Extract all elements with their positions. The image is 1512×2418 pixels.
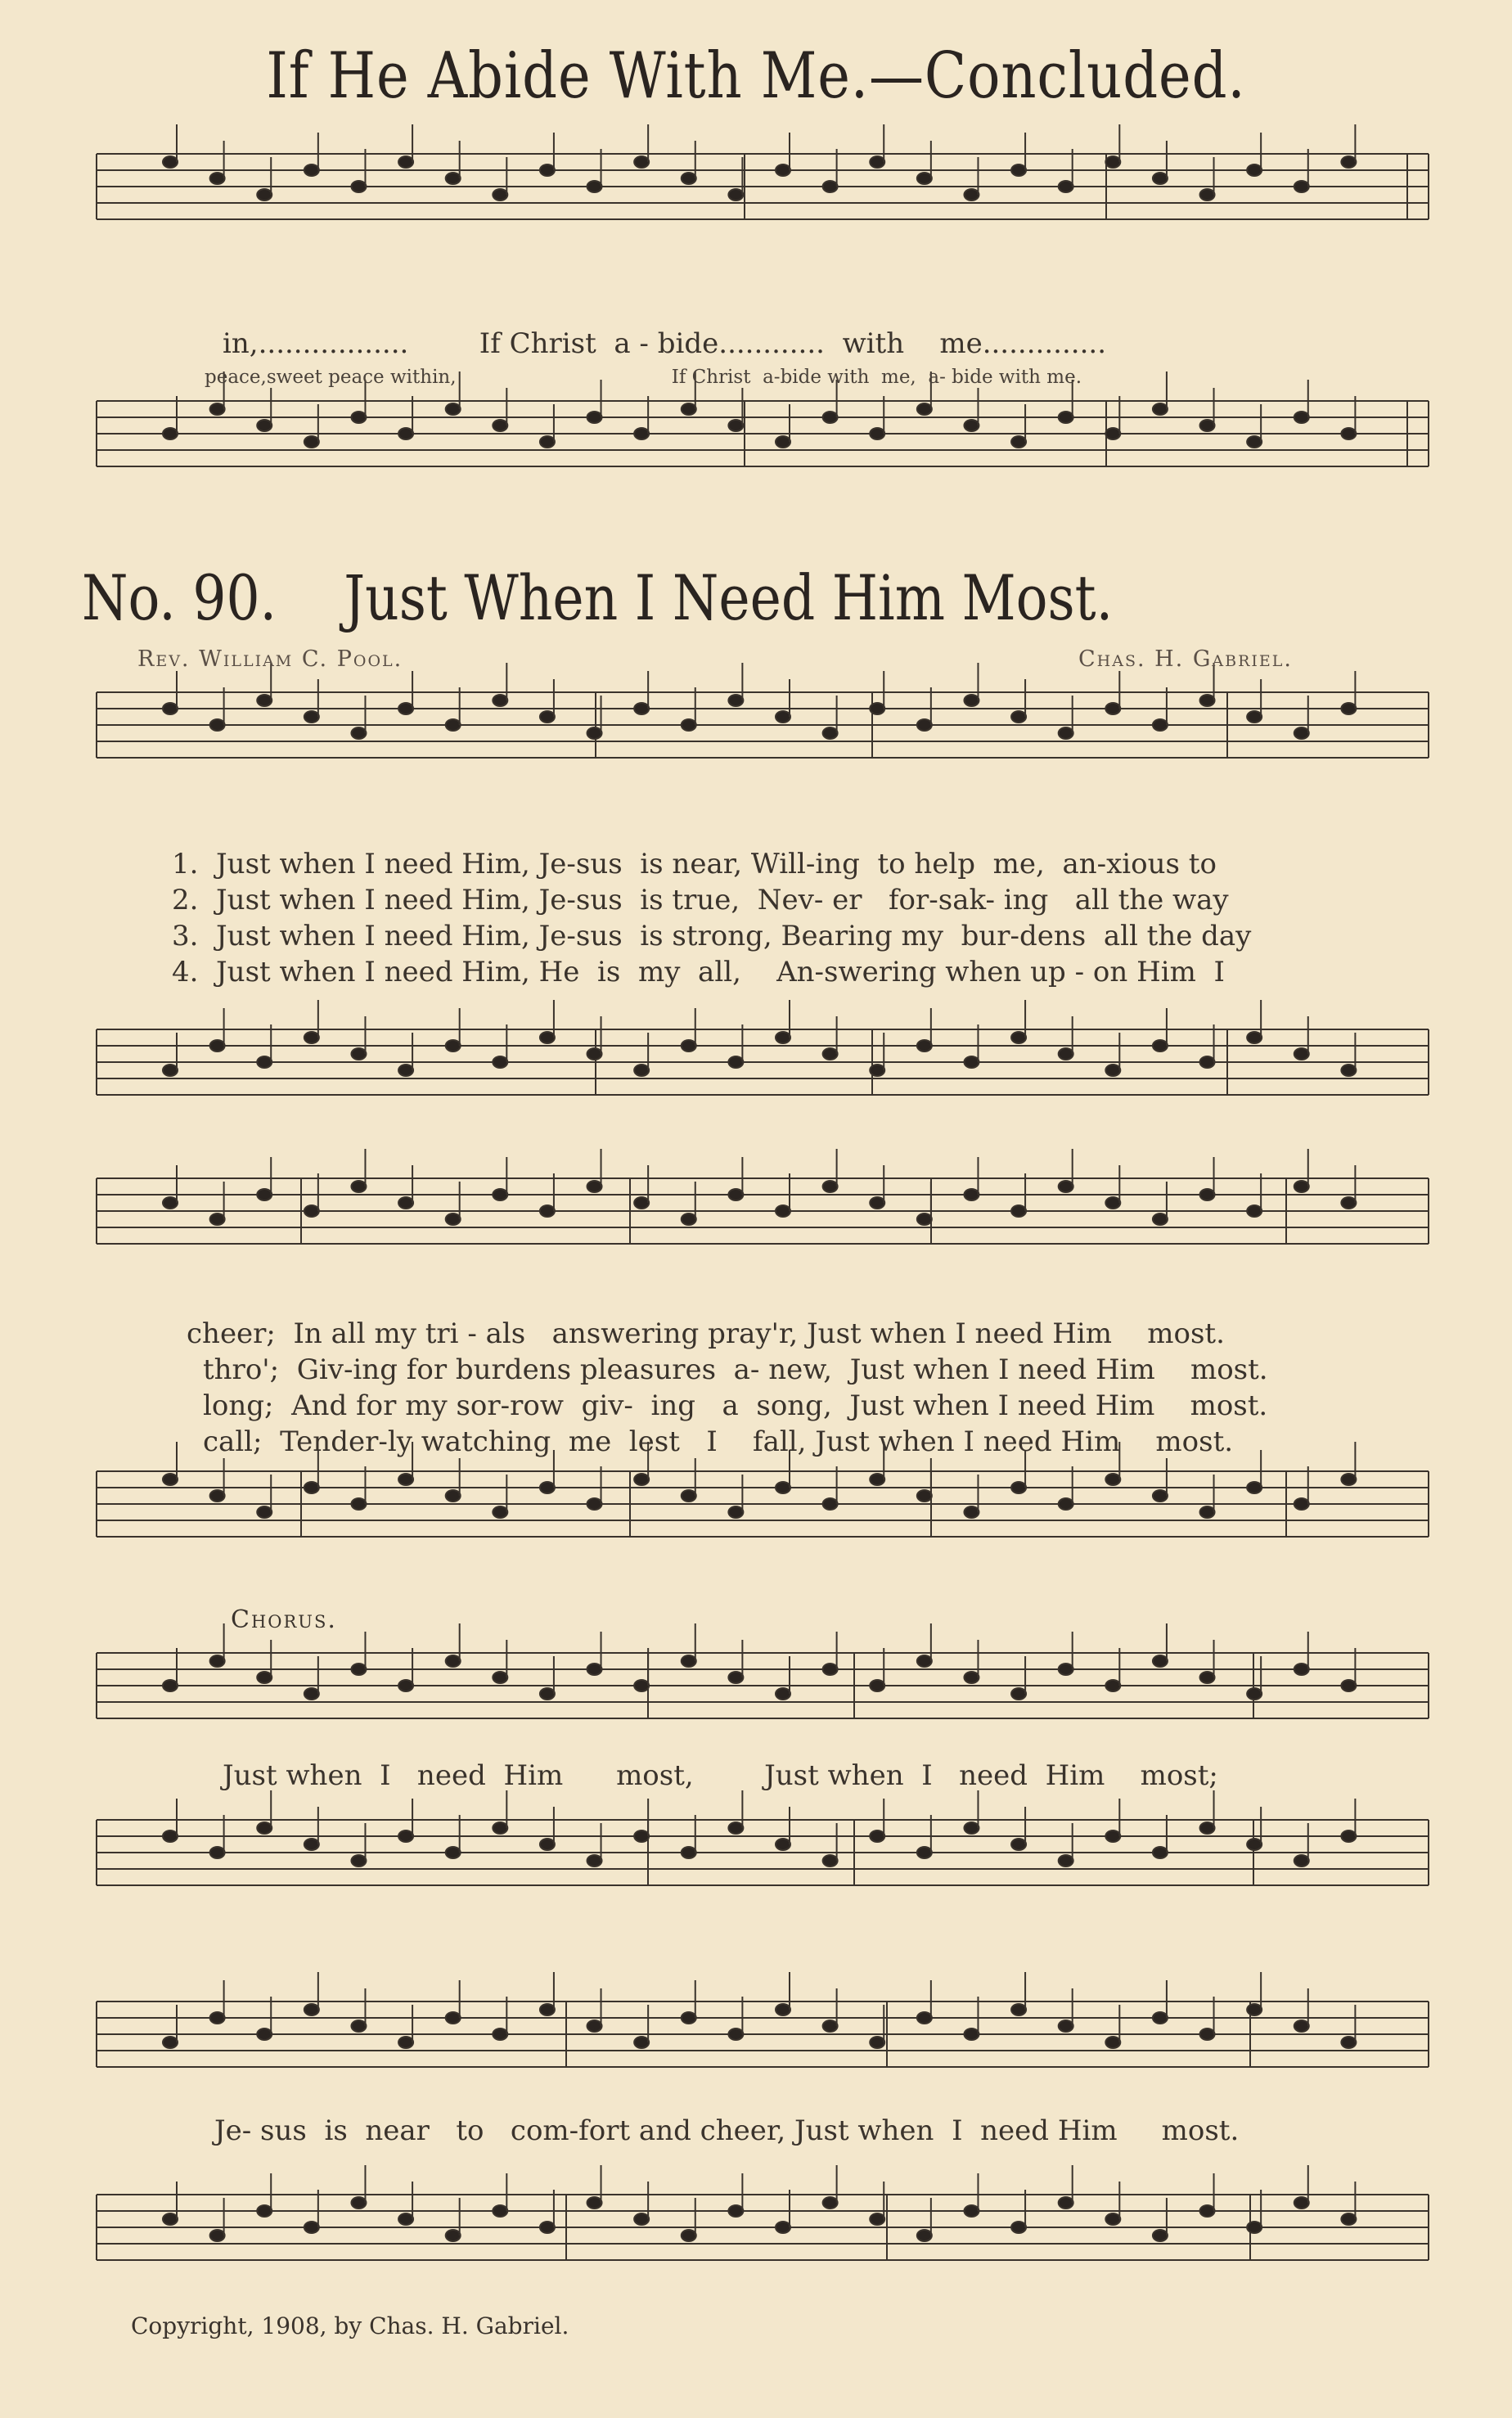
note-head [823, 1855, 838, 1866]
note-head [823, 412, 838, 423]
note-head [1200, 1506, 1215, 1518]
note-head [257, 189, 272, 200]
note-head [493, 2029, 507, 2040]
note-head [1011, 1482, 1026, 1493]
note-head [776, 1032, 790, 1043]
note-head [964, 1822, 979, 1834]
note-head [728, 1056, 743, 1068]
note-head [587, 1855, 602, 1866]
note-head [682, 1490, 696, 1502]
note-head [304, 1032, 319, 1043]
verse-cont-line-1: cheer; In all my tri - als answering pray'r, Just when I need Him most. [187, 1317, 1225, 1350]
note-head [1341, 2213, 1356, 2225]
note-head [776, 1839, 790, 1850]
note-head [964, 420, 979, 431]
note-head [917, 1847, 932, 1858]
note-head [304, 1482, 319, 1493]
note-head [1341, 1065, 1356, 1076]
note-head [163, 2037, 178, 2048]
note-head [1059, 181, 1073, 192]
page-title: If He Abide With Me.—Concluded. [266, 39, 1246, 113]
note-head [1341, 2037, 1356, 2048]
note-head [540, 711, 555, 723]
note-head [1341, 1830, 1356, 1842]
note-head [1200, 2029, 1215, 2040]
note-head [587, 1498, 602, 1510]
note-head [1341, 1197, 1356, 1209]
note-head [351, 1181, 366, 1192]
note-head [776, 1205, 790, 1217]
note-head [540, 2222, 555, 2233]
note-head [1105, 1197, 1120, 1209]
note-head [1247, 436, 1262, 448]
note-head [917, 403, 932, 415]
note-head [634, 1065, 649, 1076]
note-head [163, 1197, 178, 1209]
note-head [728, 2029, 743, 2040]
note-head [1247, 1839, 1262, 1850]
note-head [1153, 403, 1168, 415]
note-head [1059, 1855, 1073, 1866]
note-head [1105, 2213, 1120, 2225]
note-head [163, 156, 178, 168]
note-head [257, 1189, 272, 1200]
note-head [351, 412, 366, 423]
note-head [823, 1664, 838, 1675]
note-head [587, 412, 602, 423]
note-head [728, 1189, 743, 1200]
note-head [1200, 695, 1215, 706]
note-head [870, 1830, 884, 1842]
note-head [257, 420, 272, 431]
note-head [587, 727, 602, 739]
note-head [587, 1048, 602, 1060]
note-head [446, 403, 461, 415]
note-head [1200, 420, 1215, 431]
note-head [351, 1498, 366, 1510]
note-head [1105, 1065, 1120, 1076]
note-head [540, 1032, 555, 1043]
note-head [304, 2004, 319, 2015]
note-head [682, 719, 696, 731]
note-head [1294, 1855, 1309, 1866]
note-head [728, 695, 743, 706]
note-head [870, 1680, 884, 1691]
note-head [398, 703, 413, 714]
note-head [1011, 436, 1026, 448]
note-head [1200, 1056, 1215, 1068]
note-head [728, 1672, 743, 1683]
note-head [1294, 727, 1309, 739]
note-head [728, 2205, 743, 2217]
note-head [493, 1506, 507, 1518]
note-head [398, 1474, 413, 1485]
note-head [964, 189, 979, 200]
note-head [1247, 1032, 1262, 1043]
note-head [398, 1680, 413, 1691]
note-head [964, 1056, 979, 1068]
note-head [304, 1688, 319, 1700]
note-head [210, 403, 225, 415]
note-head [210, 1847, 225, 1858]
note-head [870, 1474, 884, 1485]
note-head [351, 1664, 366, 1675]
note-head [1011, 1205, 1026, 1217]
note-head [1105, 1680, 1120, 1691]
note-head [917, 1655, 932, 1667]
note-head [1294, 412, 1309, 423]
concluded-lyric-line: in,................. If Christ a - bide............ with me.............. [223, 327, 1106, 360]
note-head [682, 1040, 696, 1051]
verse-line-1: 1. Just when I need Him, Je-sus is near, Will-ing to help me, an-xious to [172, 848, 1217, 880]
verse-cont-line-3: long; And for my sor-row giv- ing a song, Just when I need Him most. [203, 1389, 1268, 1422]
note-head [398, 1197, 413, 1209]
note-head [1247, 711, 1262, 723]
concluded-lyric-subline: peace,sweet peace within, If Christ a-bide with me, a- bide with me. [205, 367, 1082, 388]
note-head [634, 1197, 649, 1209]
note-head [1011, 2222, 1026, 2233]
note-head [682, 1655, 696, 1667]
note-head [1105, 703, 1120, 714]
note-head [540, 2004, 555, 2015]
note-head [776, 711, 790, 723]
note-head [257, 1056, 272, 1068]
note-head [728, 420, 743, 431]
note-head [210, 2230, 225, 2241]
note-head [1105, 1474, 1120, 1485]
note-head [823, 2197, 838, 2209]
note-head [917, 173, 932, 184]
note-head [493, 1822, 507, 1834]
note-head [1011, 1032, 1026, 1043]
note-head [540, 1688, 555, 1700]
note-head [257, 2205, 272, 2217]
note-head [1200, 1189, 1215, 1200]
note-head [493, 2205, 507, 2217]
note-head [823, 1048, 838, 1060]
note-head [917, 1040, 932, 1051]
note-head [1059, 2020, 1073, 2032]
note-head [1153, 2012, 1168, 2024]
note-head [1294, 2197, 1309, 2209]
note-head [1153, 719, 1168, 731]
chorus-label: Chorus. [231, 1605, 337, 1634]
note-head [540, 1205, 555, 1217]
note-head [870, 1197, 884, 1209]
note-head [398, 2037, 413, 2048]
note-head [351, 2020, 366, 2032]
note-head [210, 1214, 225, 1225]
note-head [257, 1672, 272, 1683]
note-head [823, 1498, 838, 1510]
note-head [163, 1065, 178, 1076]
note-head [210, 1655, 225, 1667]
verse-line-4: 4. Just when I need Him, He is my all, An-swering when up - on Him I [172, 956, 1225, 988]
note-head [1153, 1490, 1168, 1502]
hymn-number: No. 90. [82, 561, 277, 634]
note-head [1105, 2037, 1120, 2048]
chorus-line-2: Je- sus is near to com-fort and cheer, Just when I need Him most. [214, 2114, 1240, 2147]
note-head [398, 2213, 413, 2225]
note-head [1247, 164, 1262, 176]
note-head [257, 2029, 272, 2040]
verse-line-3: 3. Just when I need Him, Je-sus is strong, Bearing my bur-dens all the day [172, 920, 1252, 952]
note-head [682, 2012, 696, 2024]
note-head [210, 1490, 225, 1502]
note-head [446, 1847, 461, 1858]
note-head [1059, 1498, 1073, 1510]
note-head [870, 156, 884, 168]
note-head [540, 436, 555, 448]
note-head [163, 1830, 178, 1842]
note-head [964, 1506, 979, 1518]
note-head [728, 189, 743, 200]
note-head [1341, 1474, 1356, 1485]
note-head [304, 1839, 319, 1850]
note-head [870, 2213, 884, 2225]
note-head [1105, 428, 1120, 439]
note-head [1059, 412, 1073, 423]
note-head [446, 1040, 461, 1051]
note-head [634, 703, 649, 714]
note-head [587, 2020, 602, 2032]
note-head [1011, 711, 1026, 723]
note-head [163, 703, 178, 714]
note-head [917, 1214, 932, 1225]
note-head [257, 1506, 272, 1518]
lyricist-credit: Rev. William C. Pool. [137, 646, 403, 672]
note-head [1011, 2004, 1026, 2015]
note-head [257, 695, 272, 706]
note-head [1153, 1040, 1168, 1051]
note-head [493, 420, 507, 431]
note-head [917, 719, 932, 731]
note-head [964, 1189, 979, 1200]
note-head [210, 173, 225, 184]
note-head [1247, 1688, 1262, 1700]
note-head [1153, 1655, 1168, 1667]
note-head [634, 428, 649, 439]
note-head [776, 1482, 790, 1493]
note-head [1200, 2205, 1215, 2217]
note-head [163, 2213, 178, 2225]
note-head [351, 727, 366, 739]
note-head [728, 1822, 743, 1834]
note-head [964, 1672, 979, 1683]
note-head [210, 1040, 225, 1051]
note-head [823, 1181, 838, 1192]
note-head [398, 156, 413, 168]
note-head [493, 189, 507, 200]
note-head [1294, 1664, 1309, 1675]
note-head [1105, 1830, 1120, 1842]
note-head [257, 1822, 272, 1834]
note-head [587, 181, 602, 192]
note-head [1341, 1680, 1356, 1691]
note-head [682, 1214, 696, 1225]
note-head [446, 719, 461, 731]
note-head [398, 1065, 413, 1076]
note-head [351, 2197, 366, 2209]
note-head [682, 403, 696, 415]
note-head [587, 2197, 602, 2209]
note-head [163, 428, 178, 439]
note-head [1059, 1181, 1073, 1192]
verse-cont-line-4: call; Tender-ly watching me lest I fall, Just when I need Him most. [203, 1425, 1234, 1458]
note-head [917, 1490, 932, 1502]
note-head [870, 703, 884, 714]
note-head [446, 1490, 461, 1502]
note-head [1294, 1181, 1309, 1192]
note-head [1341, 156, 1356, 168]
note-head [1247, 1205, 1262, 1217]
note-head [398, 428, 413, 439]
note-head [870, 428, 884, 439]
note-head [1247, 2222, 1262, 2233]
note-head [634, 1474, 649, 1485]
note-head [1153, 1214, 1168, 1225]
note-head [446, 2230, 461, 2241]
note-head [1011, 1839, 1026, 1850]
note-head [682, 1847, 696, 1858]
note-head [1294, 1048, 1309, 1060]
note-head [964, 695, 979, 706]
note-head [823, 2020, 838, 2032]
note-head [304, 164, 319, 176]
note-head [776, 2222, 790, 2233]
note-head [1153, 2230, 1168, 2241]
note-head [304, 711, 319, 723]
note-head [776, 436, 790, 448]
note-head [493, 1189, 507, 1200]
note-head [351, 1855, 366, 1866]
note-head [540, 1839, 555, 1850]
note-head [634, 2037, 649, 2048]
note-head [1153, 1847, 1168, 1858]
note-head [823, 181, 838, 192]
note-head [964, 2029, 979, 2040]
note-head [1059, 727, 1073, 739]
note-head [446, 173, 461, 184]
note-head [634, 156, 649, 168]
note-head [1011, 1688, 1026, 1700]
note-head [1059, 1048, 1073, 1060]
note-head [163, 1474, 178, 1485]
note-head [1059, 2197, 1073, 2209]
note-head [917, 2012, 932, 2024]
note-head [964, 2205, 979, 2217]
note-head [728, 1506, 743, 1518]
note-head [587, 1664, 602, 1675]
note-head [1200, 189, 1215, 200]
note-head [304, 1205, 319, 1217]
note-head [587, 1181, 602, 1192]
note-head [493, 695, 507, 706]
note-head [870, 1065, 884, 1076]
verse-line-2: 2. Just when I need Him, Je-sus is true, Nev- er for-sak- ing all the way [172, 884, 1229, 916]
note-head [1294, 2020, 1309, 2032]
chorus-line-1: Just when I need Him most, Just when I need Him most; [223, 1759, 1218, 1792]
note-head [540, 1482, 555, 1493]
note-head [634, 1830, 649, 1842]
copyright-notice: Copyright, 1908, by Chas. H. Gabriel. [131, 2312, 569, 2339]
note-head [1341, 428, 1356, 439]
note-head [1341, 703, 1356, 714]
note-head [823, 727, 838, 739]
note-head [917, 2230, 932, 2241]
note-head [870, 2037, 884, 2048]
note-head [1247, 1482, 1262, 1493]
note-head [1011, 164, 1026, 176]
note-head [493, 1672, 507, 1683]
note-head [540, 164, 555, 176]
note-head [351, 1048, 366, 1060]
note-head [446, 1655, 461, 1667]
note-head [493, 1056, 507, 1068]
note-head [398, 1830, 413, 1842]
note-head [1294, 181, 1309, 192]
note-head [776, 164, 790, 176]
note-head [1200, 1822, 1215, 1834]
note-head [1059, 1664, 1073, 1675]
note-head [210, 2012, 225, 2024]
verse-cont-line-2: thro'; Giv-ing for burdens pleasures a- new, Just when I need Him most. [203, 1353, 1268, 1386]
note-head [446, 1214, 461, 1225]
note-head [682, 2230, 696, 2241]
note-head [446, 2012, 461, 2024]
note-head [351, 181, 366, 192]
note-head [776, 2004, 790, 2015]
note-head [776, 1688, 790, 1700]
note-head [682, 173, 696, 184]
note-head [1153, 173, 1168, 184]
note-head [210, 719, 225, 731]
note-head [1200, 1672, 1215, 1683]
note-head [304, 2222, 319, 2233]
note-head [163, 1680, 178, 1691]
composer-credit: Chas. H. Gabriel. [1078, 646, 1293, 672]
hymn-heading [82, 561, 1113, 634]
note-head [1247, 2004, 1262, 2015]
note-head [634, 1680, 649, 1691]
note-head [634, 2213, 649, 2225]
note-head [1294, 1498, 1309, 1510]
note-head [1105, 156, 1120, 168]
note-head [304, 436, 319, 448]
hymn-title: Just When I Need Him Most. [344, 561, 1114, 634]
